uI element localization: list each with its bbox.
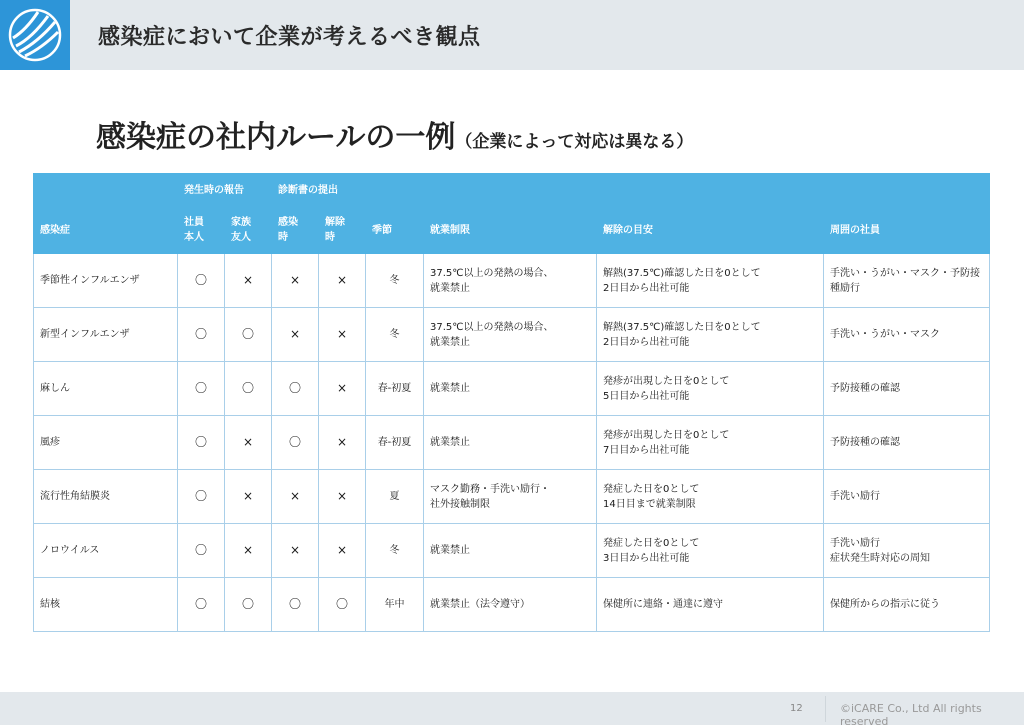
table-row: [34, 524, 990, 578]
header-season: 季節: [366, 203, 424, 254]
cell-family: 〇: [225, 362, 272, 416]
cell-disease: 流行性角結膜炎: [34, 470, 178, 524]
cell-nearby: 手洗い・うがい・マスク: [824, 308, 990, 362]
cell-release-guide: 保健所に連絡・通達に遵守: [597, 578, 824, 632]
header-release-guide: 解除の目安: [597, 203, 824, 254]
cell-release: ×: [319, 362, 366, 416]
cell-restriction: 就業禁止（法令遵守）: [424, 578, 597, 632]
cell-restriction: 就業禁止: [424, 362, 597, 416]
cell-release-guide: 解熱(37.5℃)確認した日を0として 2日目から出社可能: [597, 308, 824, 362]
infection-rules-table: [33, 173, 990, 632]
cell-restriction: 就業禁止: [424, 416, 597, 470]
cell-season: 冬: [366, 254, 424, 308]
header-title: 感染症において企業が考えるべき観点: [98, 25, 481, 50]
cell-restriction: マスク勤務・手洗い励行・ 社外接触制限: [424, 470, 597, 524]
cell-release-guide: 解熱(37.5℃)確認した日を0として 2日目から出社可能: [597, 254, 824, 308]
cell-release: ×: [319, 308, 366, 362]
header-group-report: 発生時の報告: [178, 174, 272, 203]
cell-season: 年中: [366, 578, 424, 632]
header-empty-right: [366, 174, 990, 203]
copyright-text: ©iCARE Co., Ltd All rights reserved: [840, 702, 982, 728]
cell-infection: ×: [272, 308, 319, 362]
cell-employee: 〇: [178, 416, 225, 470]
cell-disease: 季節性インフルエンザ: [34, 254, 178, 308]
cell-release: 〇: [319, 578, 366, 632]
cell-infection: 〇: [272, 362, 319, 416]
cell-release-guide: 発疹が出現した日を0として 7日目から出社可能: [597, 416, 824, 470]
header-group-certificate: 診断書の提出: [272, 174, 366, 203]
cell-employee: 〇: [178, 470, 225, 524]
footer-divider: [825, 696, 826, 722]
cell-disease: ノロウイルス: [34, 524, 178, 578]
cell-restriction: 37.5℃以上の発熱の場合、 就業禁止: [424, 254, 597, 308]
cell-disease: 風疹: [34, 416, 178, 470]
cell-family: 〇: [225, 308, 272, 362]
cell-release: ×: [319, 470, 366, 524]
cell-employee: 〇: [178, 308, 225, 362]
table-row: [34, 578, 990, 632]
cell-release-guide: 発症した日を0として 14日目まで就業制限: [597, 470, 824, 524]
cell-infection: ×: [272, 254, 319, 308]
cell-family: ×: [225, 254, 272, 308]
cell-employee: 〇: [178, 362, 225, 416]
header-restriction: 就業制限: [424, 203, 597, 254]
cell-infection: ×: [272, 470, 319, 524]
cell-employee: 〇: [178, 578, 225, 632]
cell-infection: ×: [272, 524, 319, 578]
table-row: [34, 254, 990, 308]
cell-employee: 〇: [178, 524, 225, 578]
subtitle-note: （企業によって対応は異なる）: [455, 132, 694, 152]
cell-season: 冬: [366, 524, 424, 578]
header-nearby: 周囲の社員: [824, 203, 990, 254]
cell-season: 春-初夏: [366, 416, 424, 470]
cell-nearby: 手洗い励行 症状発生時対応の周知: [824, 524, 990, 578]
company-logo: [0, 0, 70, 70]
logo-icon: [8, 8, 62, 62]
table-row: [34, 416, 990, 470]
cell-family: ×: [225, 470, 272, 524]
cell-season: 春-初夏: [366, 362, 424, 416]
cell-infection: 〇: [272, 416, 319, 470]
cell-disease: 結核: [34, 578, 178, 632]
cell-family: ×: [225, 524, 272, 578]
header-empty: [34, 174, 178, 203]
cell-release: ×: [319, 254, 366, 308]
page-number: 12: [790, 703, 803, 714]
table-row: [34, 470, 990, 524]
cell-disease: 麻しん: [34, 362, 178, 416]
cell-nearby: 予防接種の確認: [824, 362, 990, 416]
cell-disease: 新型インフルエンザ: [34, 308, 178, 362]
cell-restriction: 就業禁止: [424, 524, 597, 578]
header-row-columns: [34, 203, 990, 254]
header-infection: 感染 時: [272, 203, 319, 254]
header-family: 家族 友人: [225, 203, 272, 254]
cell-nearby: 予防接種の確認: [824, 416, 990, 470]
slide-subtitle: [96, 112, 693, 156]
header-employee: 社員 本人: [178, 203, 225, 254]
cell-employee: 〇: [178, 254, 225, 308]
subtitle-main: 感染症の社内ルールの一例: [96, 120, 456, 155]
header-disease: 感染症: [34, 203, 178, 254]
header-row-groups: [34, 174, 990, 203]
cell-nearby: 手洗い・うがい・マスク・予防接 種励行: [824, 254, 990, 308]
table-row: [34, 308, 990, 362]
cell-restriction: 37.5℃以上の発熱の場合、 就業禁止: [424, 308, 597, 362]
cell-infection: 〇: [272, 578, 319, 632]
cell-release-guide: 発疹が出現した日を0として 5日目から出社可能: [597, 362, 824, 416]
cell-nearby: 手洗い励行: [824, 470, 990, 524]
cell-family: 〇: [225, 578, 272, 632]
table-row: [34, 362, 990, 416]
cell-release: ×: [319, 416, 366, 470]
cell-season: 夏: [366, 470, 424, 524]
cell-family: ×: [225, 416, 272, 470]
cell-release: ×: [319, 524, 366, 578]
cell-season: 冬: [366, 308, 424, 362]
cell-release-guide: 発症した日を0として 3日目から出社可能: [597, 524, 824, 578]
cell-nearby: 保健所からの指示に従う: [824, 578, 990, 632]
header-release: 解除 時: [319, 203, 366, 254]
